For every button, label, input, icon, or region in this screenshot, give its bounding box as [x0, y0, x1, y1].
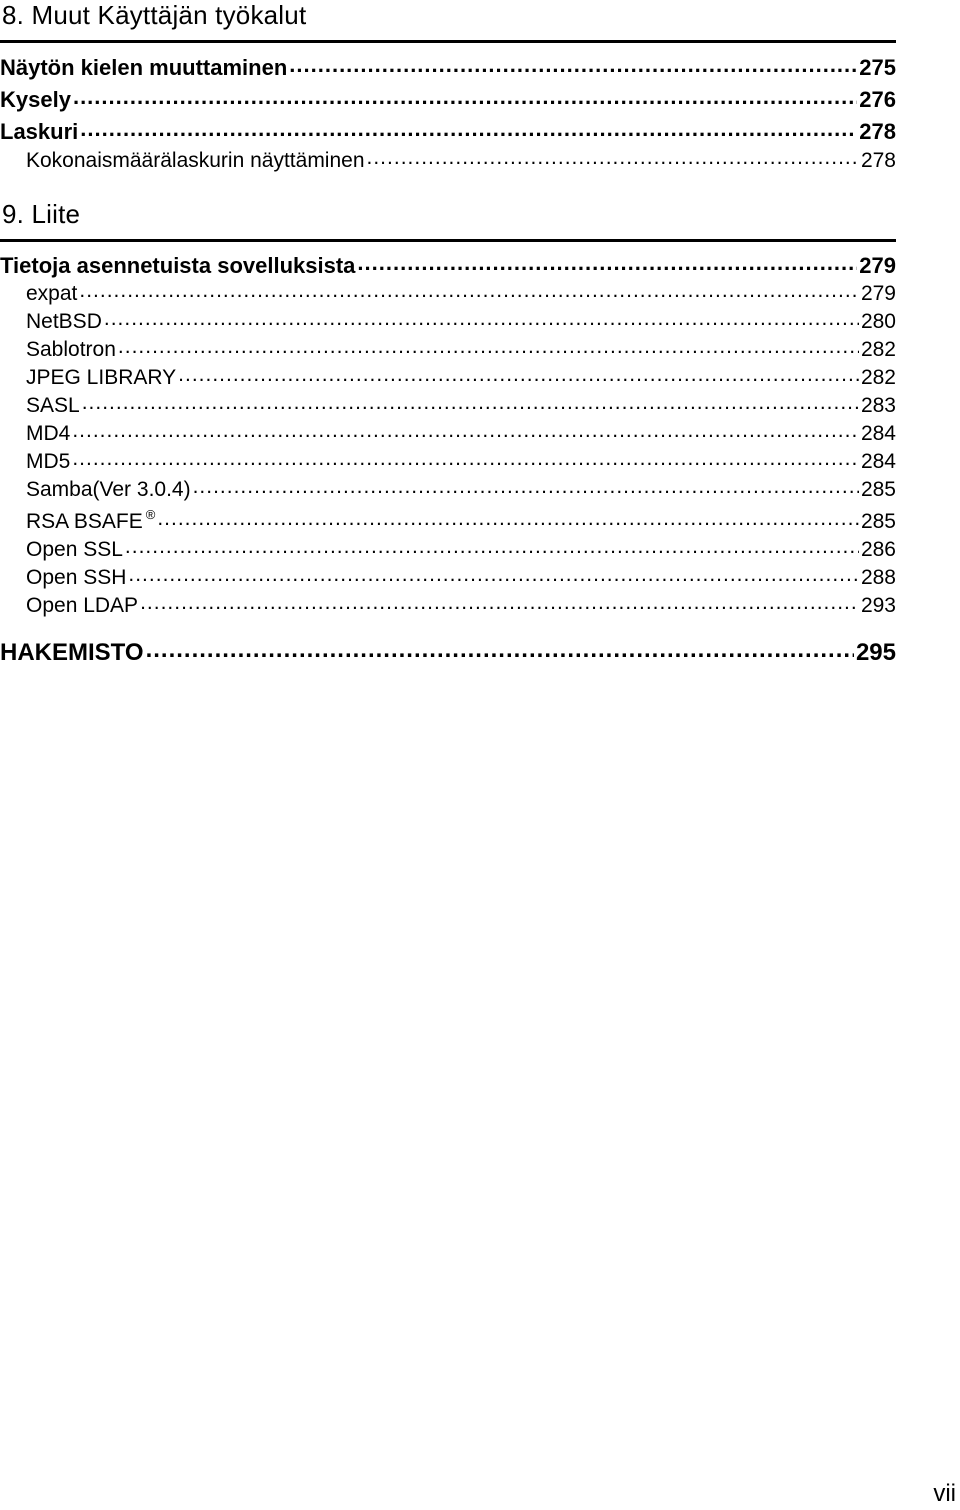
toc-entry-page: 293 — [860, 594, 896, 617]
toc-entry-page: 284 — [860, 450, 896, 473]
toc-entry-label: JPEG LIBRARY — [26, 366, 177, 389]
toc-entry-label: MD4 — [26, 422, 71, 445]
toc-entry-page: 288 — [860, 566, 896, 589]
toc-subentry[interactable] — [0, 391, 896, 419]
toc-entry-label: SASL — [26, 394, 80, 417]
toc-subentry[interactable] — [0, 146, 896, 174]
toc-entry[interactable] — [0, 251, 896, 279]
toc-leader-dots — [289, 53, 857, 75]
toc-entry-label: Open SSL — [26, 538, 123, 561]
toc-entry-page: 283 — [860, 394, 896, 417]
toc-leader-dots — [367, 146, 859, 167]
toc-entry-label: NetBSD — [26, 310, 102, 333]
toc-entry-label: Open LDAP — [26, 594, 139, 617]
toc-subentry[interactable] — [0, 475, 896, 503]
registered-mark: ® — [145, 507, 156, 522]
toc-leader-dots — [79, 279, 859, 300]
toc-subentry[interactable] — [0, 507, 896, 535]
toc-entry-page: 275 — [859, 55, 896, 80]
toc-leader-dots — [140, 591, 859, 612]
toc-subentry[interactable] — [0, 419, 896, 447]
toc-entry-label: Tietoja asennetuista sovelluksista — [0, 253, 356, 278]
toc-leader-dots — [104, 307, 859, 328]
toc-leader-dots — [146, 636, 854, 660]
toc-subentry[interactable] — [0, 279, 896, 307]
chapter-title: 9. Liite — [2, 199, 81, 229]
toc-entry-label: Open SSH — [26, 566, 127, 589]
toc-index-entry[interactable] — [0, 636, 896, 668]
page-number: vii — [933, 1480, 956, 1507]
toc-entry-label: Laskuri — [0, 119, 79, 144]
toc-leader-dots — [125, 535, 859, 556]
chapter-rule — [0, 239, 896, 242]
toc-subentry[interactable] — [0, 447, 896, 475]
toc-leader-dots — [157, 507, 859, 528]
toc-leader-dots — [193, 475, 859, 496]
toc-entry-page: 276 — [859, 87, 896, 112]
toc-subentry[interactable] — [0, 363, 896, 391]
toc-subentry[interactable] — [0, 335, 896, 363]
chapter-9-header — [0, 199, 896, 242]
toc-subentry[interactable] — [0, 563, 896, 591]
toc-entry-page: 279 — [859, 253, 896, 278]
toc-leader-dots — [118, 335, 859, 356]
toc-entry-label-wrap — [26, 507, 155, 534]
chapter-title: 8. Muut Käyttäjän työkalut — [2, 0, 307, 30]
chapter-8-header — [0, 0, 896, 43]
toc-entry[interactable] — [0, 85, 896, 113]
toc-subentry[interactable] — [0, 307, 896, 335]
toc-entry[interactable] — [0, 117, 896, 145]
toc-entry-page: 278 — [859, 119, 896, 144]
toc-entry-page: 285 — [860, 510, 896, 533]
toc-leader-dots — [80, 117, 857, 139]
toc-entry[interactable] — [0, 53, 896, 81]
toc-entry-page: 282 — [860, 338, 896, 361]
chapter-rule — [0, 40, 896, 43]
toc-entry-label: Samba(Ver 3.0.4) — [26, 478, 191, 501]
toc-entry-page: 286 — [860, 538, 896, 561]
toc-leader-dots — [72, 447, 859, 468]
toc-entry-label: Näytön kielen muuttaminen — [0, 55, 288, 80]
toc-entry-page: 282 — [860, 366, 896, 389]
toc-leader-dots — [128, 563, 859, 584]
toc-leader-dots — [82, 391, 859, 412]
toc-entry-label: RSA BSAFE — [26, 510, 143, 533]
toc-entry-label: expat — [26, 282, 78, 305]
toc-entry-page: 285 — [860, 478, 896, 501]
toc-leader-dots — [178, 363, 859, 384]
toc-entry-page: 284 — [860, 422, 896, 445]
toc-entry-page: 278 — [860, 149, 896, 172]
toc-entry-page: 280 — [860, 310, 896, 333]
toc-entry-page: 295 — [855, 639, 896, 666]
toc-entry-label: Kokonaismäärälaskurin näyttäminen — [26, 149, 365, 172]
toc-entry-label: MD5 — [26, 450, 71, 473]
toc-entry-label: Kysely — [0, 87, 71, 112]
toc-leader-dots — [73, 85, 857, 107]
toc-entry-page: 279 — [860, 282, 896, 305]
toc-entry-label: HAKEMISTO — [0, 639, 144, 666]
toc-leader-dots — [357, 251, 857, 273]
toc-leader-dots — [72, 419, 859, 440]
toc-subentry[interactable] — [0, 535, 896, 563]
toc-subentry[interactable] — [0, 591, 896, 619]
toc-entry-label: Sablotron — [26, 338, 116, 361]
